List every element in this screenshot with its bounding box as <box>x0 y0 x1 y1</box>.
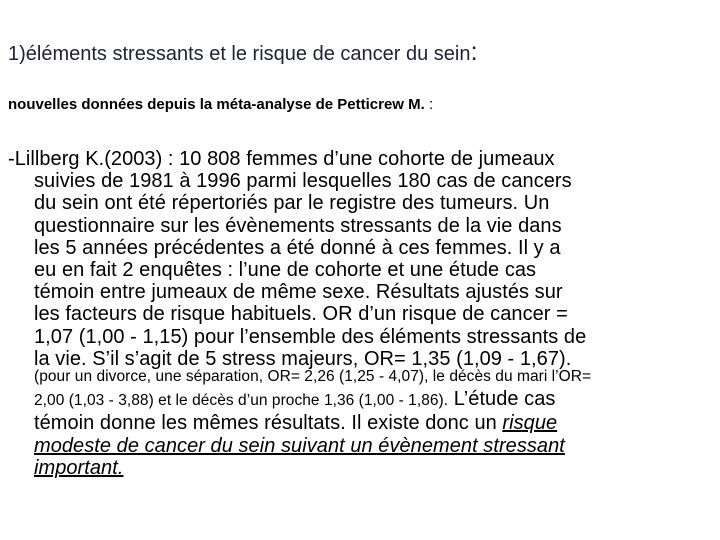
slide-subtitle-bold: nouvelles données depuis la méta-analyse de Petticrew M. <box>8 96 425 113</box>
slide-title-text: 1)éléments stressants et le risque de cancer du sein <box>8 43 471 65</box>
body-line-8: les facteurs de risque habituels. OR d’un risque de cancer = <box>34 303 568 326</box>
body-line-13-text: témoin donne les mêmes résultats. Il existe donc un <box>34 412 503 435</box>
body-line-9: 1,07 (1,00 - 1,15) pour l’ensemble des éléments stressants de <box>34 325 587 348</box>
slide-title <box>8 36 478 67</box>
body-line-2: suivies de 1981 à 1996 parmi lesquelles 180 cas de cancers <box>34 170 572 193</box>
body-line-14 <box>8 435 708 457</box>
slide-body <box>8 148 708 479</box>
underlined-text-2: modeste de cancer du sein suivant un évènement stressant <box>34 434 565 457</box>
body-line-4: questionnaire sur les évènements stressants de la vie dans <box>34 214 562 237</box>
body-line-3: du sein ont été répertoriés par le registre des tumeurs. Un <box>34 192 550 215</box>
body-line-12-tail: L’étude cas <box>448 388 556 411</box>
slide-subtitle-tail: : <box>424 96 434 113</box>
body-line-small-1: (pour un divorce, une séparation, OR= 2,26 (1,25 - 4,07), le décès du mari l’OR= <box>34 368 592 386</box>
body-line-10: la vie. S’il s’agit de 5 stress majeurs, OR= 1,35 (1,09 - 1,67). <box>34 347 572 370</box>
body-line-5: les 5 années précédentes a été donné à ces femmes. Il y a <box>34 236 561 259</box>
body-line-6: eu en fait 2 enquêtes : l’une de cohorte et une étude cas <box>34 259 537 282</box>
body-line-15 <box>8 457 708 479</box>
underlined-text-1: risque <box>502 412 558 435</box>
slide-title-colon: : <box>470 36 478 66</box>
slide-subtitle <box>8 96 433 113</box>
body-line-1: -Lillberg K.(2003) : 10 808 femmes d’une cohorte de jumeaux <box>8 148 555 170</box>
body-line-13 <box>8 412 708 434</box>
body-line-12 <box>8 388 708 412</box>
underlined-text-3: important. <box>34 456 124 479</box>
body-line-7: témoin entre jumeaux de même sexe. Résultats ajustés sur <box>34 281 563 304</box>
body-line-small-2: 2,00 (1,03 - 3,88) et le décès d’un proche 1,36 (1,00 - 1,86). <box>34 392 449 410</box>
